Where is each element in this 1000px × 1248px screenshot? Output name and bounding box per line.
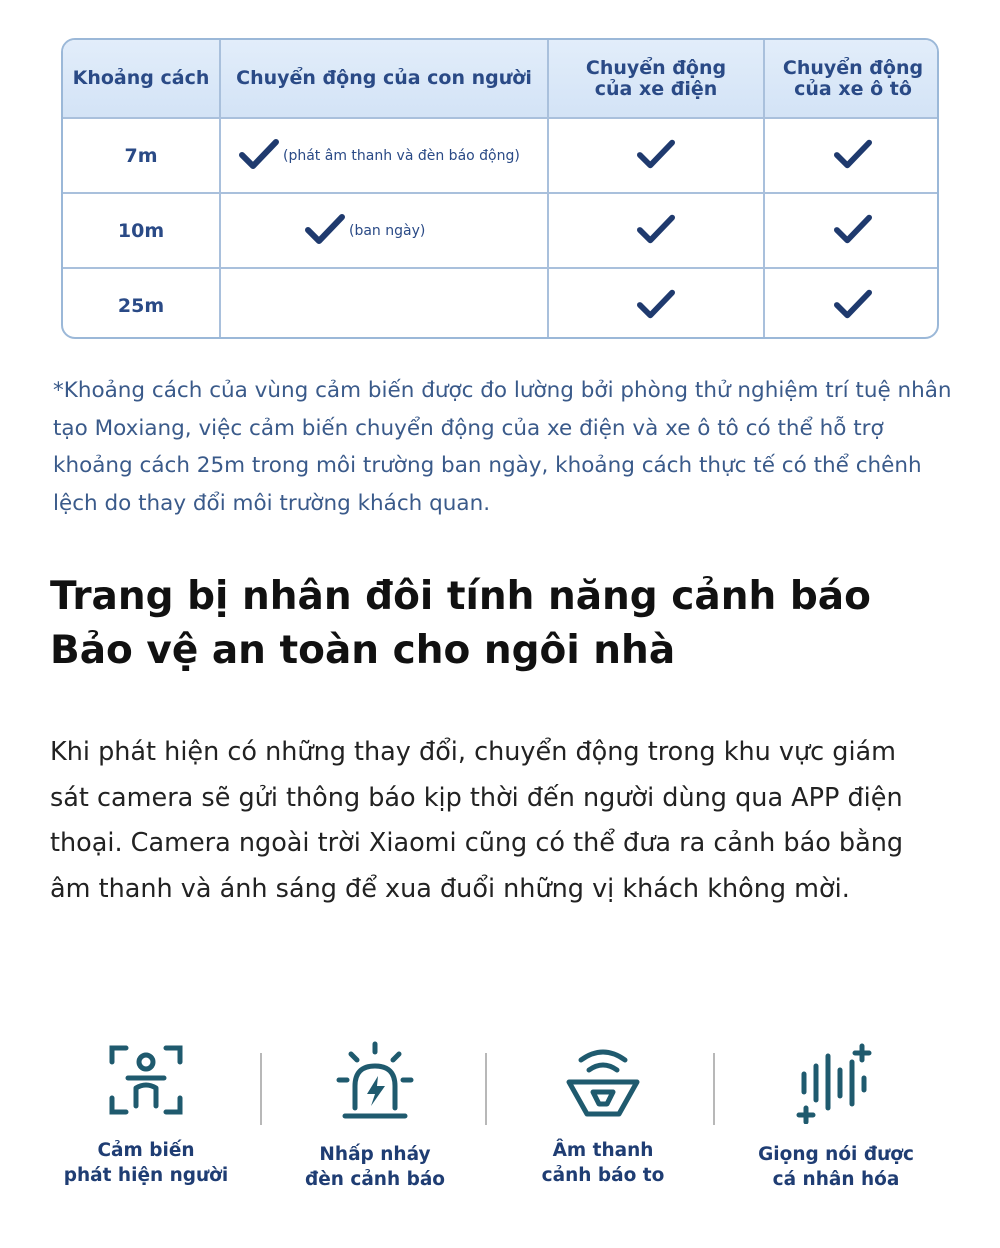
human-motion-cell <box>220 268 548 339</box>
person-detection-icon <box>46 1040 246 1120</box>
alarm-light-icon <box>275 1040 475 1124</box>
section-heading <box>50 570 950 678</box>
header-ebike-motion: Chuyển động của xe điện <box>548 40 764 118</box>
car-motion-cell <box>764 193 939 268</box>
human-motion-cell <box>220 193 548 268</box>
feature-label: Cảm biến phát hiện người <box>63 1140 229 1186</box>
table-row <box>63 193 939 268</box>
check-icon <box>637 213 675 249</box>
header-car-motion: Chuyển động của xe ô tô <box>764 40 939 118</box>
ebike-motion-cell <box>548 193 764 268</box>
feature-divider <box>485 1053 487 1125</box>
table-row <box>63 118 939 193</box>
feature-label: Giọng nói được cá nhân hóa <box>758 1144 914 1190</box>
human-motion-cell <box>220 118 548 193</box>
body-paragraph: Khi phát hiện có những thay đổi, chuyển động trong khu vực giám sát camera sẽ gửi thông báo kịp thời đến người dùng qua APP điện thoại. Camera ngoài trời Xiaomi cũng có thể đưa ra cảnh báo bằng âm thanh và ánh sáng để xua đuổi những vị khách không mời. <box>50 737 904 904</box>
table-header-row <box>63 40 939 118</box>
table-row <box>63 268 939 339</box>
check-icon <box>239 138 279 174</box>
footnote: *Khoảng cách của vùng cảm biến được đo lường bởi phòng thử nghiệm trí tuệ nhân tạo Moxiang, việc cảm biến chuyển động của xe điện và xe ô tô có thể hỗ trợ khoảng cách 25m trong môi trường ban ngày, khoảng cách thực tế có thể chênh lệch do thay đổi môi trường khách quan. <box>53 378 952 516</box>
speaker-alert-icon <box>503 1040 703 1120</box>
header-distance: Khoảng cách <box>63 40 220 118</box>
feature-divider <box>260 1053 262 1125</box>
check-icon <box>637 288 675 324</box>
feature-divider <box>713 1053 715 1125</box>
human-note: (ban ngày) <box>349 222 426 239</box>
header-human-motion: Chuyển động của con người <box>220 40 548 118</box>
feature-label: Nhấp nháy đèn cảnh báo <box>304 1144 446 1190</box>
feature-label: Âm thanh cảnh báo to <box>541 1140 665 1186</box>
ebike-motion-cell <box>548 118 764 193</box>
check-icon <box>834 138 872 174</box>
check-icon <box>637 138 675 174</box>
feature-person-detection <box>46 1040 246 1188</box>
detection-range-table <box>61 38 939 339</box>
feature-alarm-light <box>275 1040 475 1192</box>
feature-row <box>0 1040 1000 1210</box>
feature-custom-voice <box>736 1040 936 1192</box>
car-motion-cell <box>764 118 939 193</box>
human-note: (phát âm thanh và đèn báo động) <box>283 147 520 164</box>
heading-line-1: Trang bị nhân đôi tính năng cảnh báo <box>50 574 871 619</box>
distance-cell: 7m <box>63 118 220 193</box>
feature-speaker-alert <box>503 1040 703 1188</box>
distance-cell: 10m <box>63 193 220 268</box>
car-motion-cell <box>764 268 939 339</box>
custom-voice-icon <box>736 1040 936 1124</box>
distance-cell: 25m <box>63 268 220 339</box>
check-icon <box>305 213 345 249</box>
check-icon <box>834 288 872 324</box>
heading-line-2: Bảo vệ an toàn cho ngôi nhà <box>50 628 676 673</box>
check-icon <box>834 213 872 249</box>
ebike-motion-cell <box>548 268 764 339</box>
